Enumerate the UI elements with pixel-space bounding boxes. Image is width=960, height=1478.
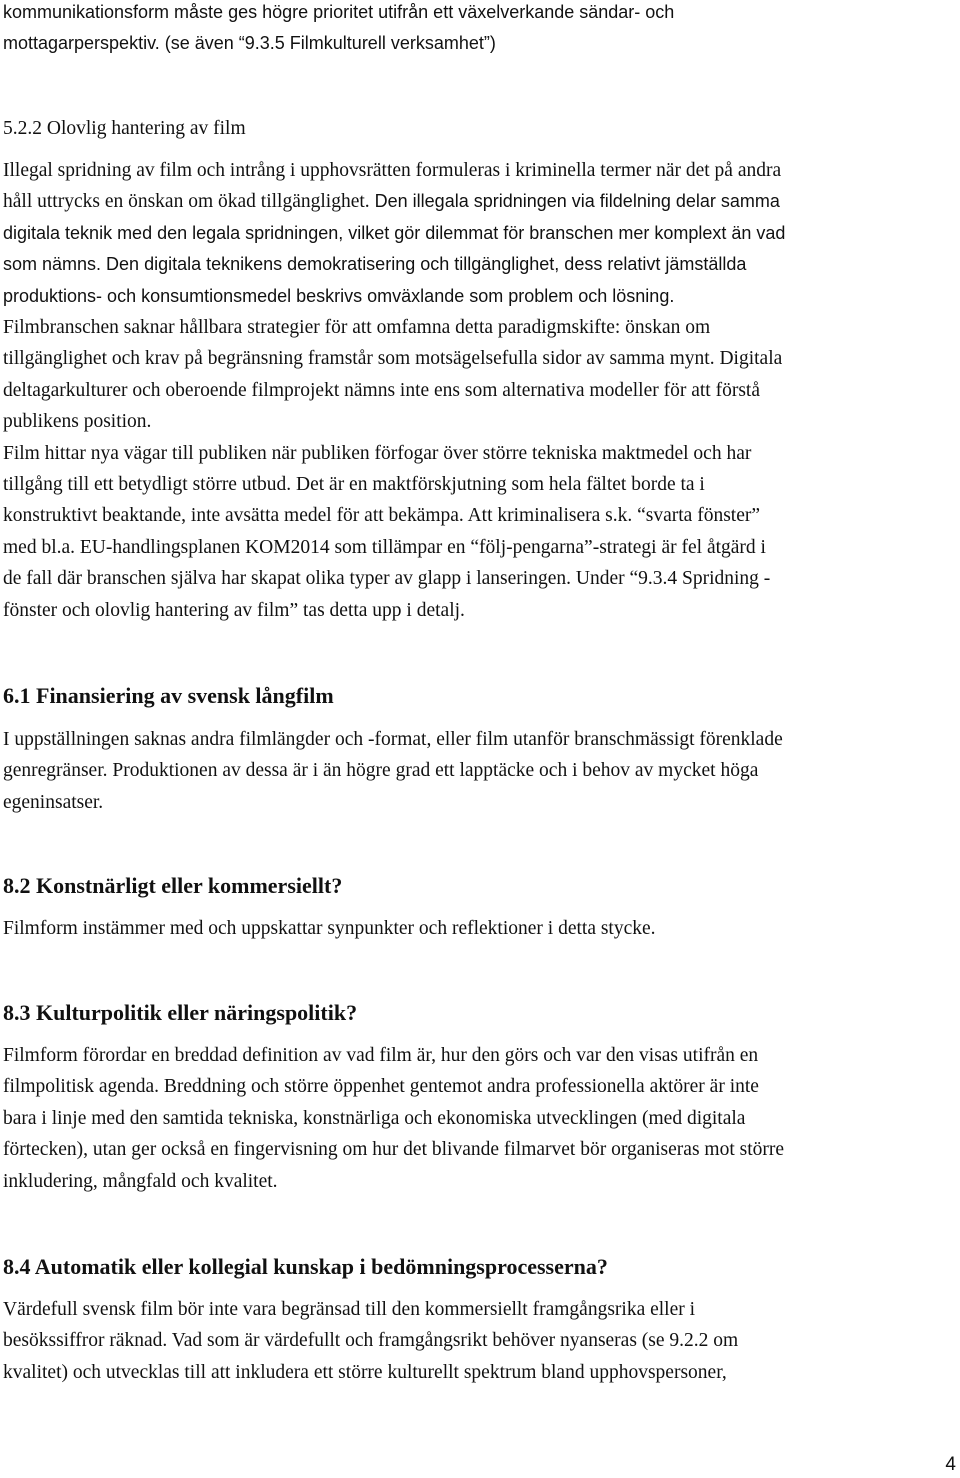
section-83-body	[3, 1040, 784, 1197]
page-number: 4	[945, 1454, 956, 1475]
text-line: produktions- och konsumtionsmedel beskrivs omväxlande som problem och lösning.	[3, 285, 675, 306]
text-line: med bl.a. EU-handlingsplanen KOM2014 som tillämpar en “följ-pengarna”-strategi är fel åtgärd i	[3, 536, 766, 558]
text-line: Film hittar nya vägar till publiken när publiken förfogar över större tekniska maktmedel och har	[3, 442, 752, 464]
text-line: fönster och olovlig hantering av film” tas detta upp i detalj.	[3, 599, 465, 621]
section-61-body	[3, 724, 783, 818]
text-line: digitala teknik med den legala spridningen, vilket gör dilemmat för branschen mer komplext än vad	[3, 222, 786, 243]
text-line: genregränser. Produktionen av dessa är i än högre grad ett lapptäcke och i behov av mycket höga	[3, 760, 759, 782]
text-line: tillgänglighet och krav på begränsning framstår som motsägelsefulla sidor av samma mynt. Digitala	[3, 348, 783, 370]
text-line: Värdefull svensk film bör inte vara begränsad till den kommersiellt framgångsrika eller i	[3, 1299, 696, 1320]
text-line: som nämns. Den digitala teknikens demokratisering och tillgänglighet, dess relativt jämställda	[3, 254, 747, 275]
section-heading: 8.3 Kulturpolitik eller näringspolitik?	[3, 1000, 358, 1025]
text-line: besökssiffror räknad. Vad som är värdefullt och framgångsrikt behöver nyanseras (se 9.2.2 om	[3, 1330, 739, 1352]
section-84-body	[3, 1294, 738, 1388]
text-line: inkludering, mångfald och kvalitet.	[3, 1170, 278, 1192]
text-line: Filmform instämmer med och uppskattar synpunkter och reflektioner i detta stycke.	[3, 918, 656, 939]
text-line: mottagarperspektiv. (se även “9.3.5 Filmkulturell verksamhet”)	[3, 33, 496, 54]
section-heading: 8.2 Konstnärligt eller kommersiellt?	[3, 873, 343, 898]
text-line: deltagarkulturer och oberoende filmprojekt nämns inte ens som alternativa modeller för att förstå	[3, 379, 760, 401]
intro-paragraph	[3, 0, 674, 60]
text-line: de fall där branschen själva har skapat olika typer av glapp i lanseringen. Under “9.3.4 Spridning -	[3, 568, 771, 590]
section-82-body	[3, 913, 656, 944]
section-heading: 6.1 Finansiering av svensk långfilm	[3, 683, 334, 708]
text-line: publikens position.	[3, 411, 152, 433]
text-line: håll uttrycks en önskan om ökad tillgänglighet. Den illegala spridningen via fildelning delar samma	[3, 191, 780, 213]
text-line: I uppställningen saknas andra filmlängder och -format, eller film utanför branschmässigt förenklade	[3, 729, 783, 750]
text-line: egeninsatser.	[3, 791, 104, 813]
text-line: Filmbranschen saknar hållbara strategier för att omfamna detta paradigmskifte: önskan om	[3, 317, 711, 339]
text-line: tillgång till ett betydligt större utbud. Det är en maktförskjutning som hela fältet borde ta i	[3, 474, 705, 496]
section-heading: 8.4 Automatik eller kollegial kunskap i bedömningsprocesserna?	[3, 1254, 608, 1279]
text-line: konstruktivt beaktande, inte avsätta medel för att bekämpa. Att kriminalisera s.k. “svarta fönster”	[3, 505, 761, 527]
text-line: Illegal spridning av film och intrång i upphovsrätten formuleras i kriminella termer när det på andra	[3, 160, 782, 181]
text-line: bara i linje med den samtida tekniska, konstnärliga och ekonomiska utvecklingen (med digitala	[3, 1107, 746, 1129]
text-line: Filmform förordar en breddad definition av vad film är, hur den görs och var den visas utifrån en	[3, 1045, 759, 1066]
text-line: förtecken), utan ger också en fingervisning om hur det blivande filmarvet bör organiseras mot större	[3, 1139, 785, 1161]
text-line: kvalitet) och utvecklas till att inkludera ett större kulturellt spektrum bland upphovspersoner,	[3, 1361, 727, 1383]
text-line: kommunikationsform måste ges högre prioritet utifrån ett växelverkande sändar- och	[3, 2, 675, 22]
section-heading: 5.2.2 Olovlig hantering av film	[3, 118, 246, 139]
section-522-body	[3, 155, 785, 626]
text-line: filmpolitisk agenda. Breddning och större öppenhet gentemot andra professionella aktörer är inte	[3, 1076, 759, 1098]
